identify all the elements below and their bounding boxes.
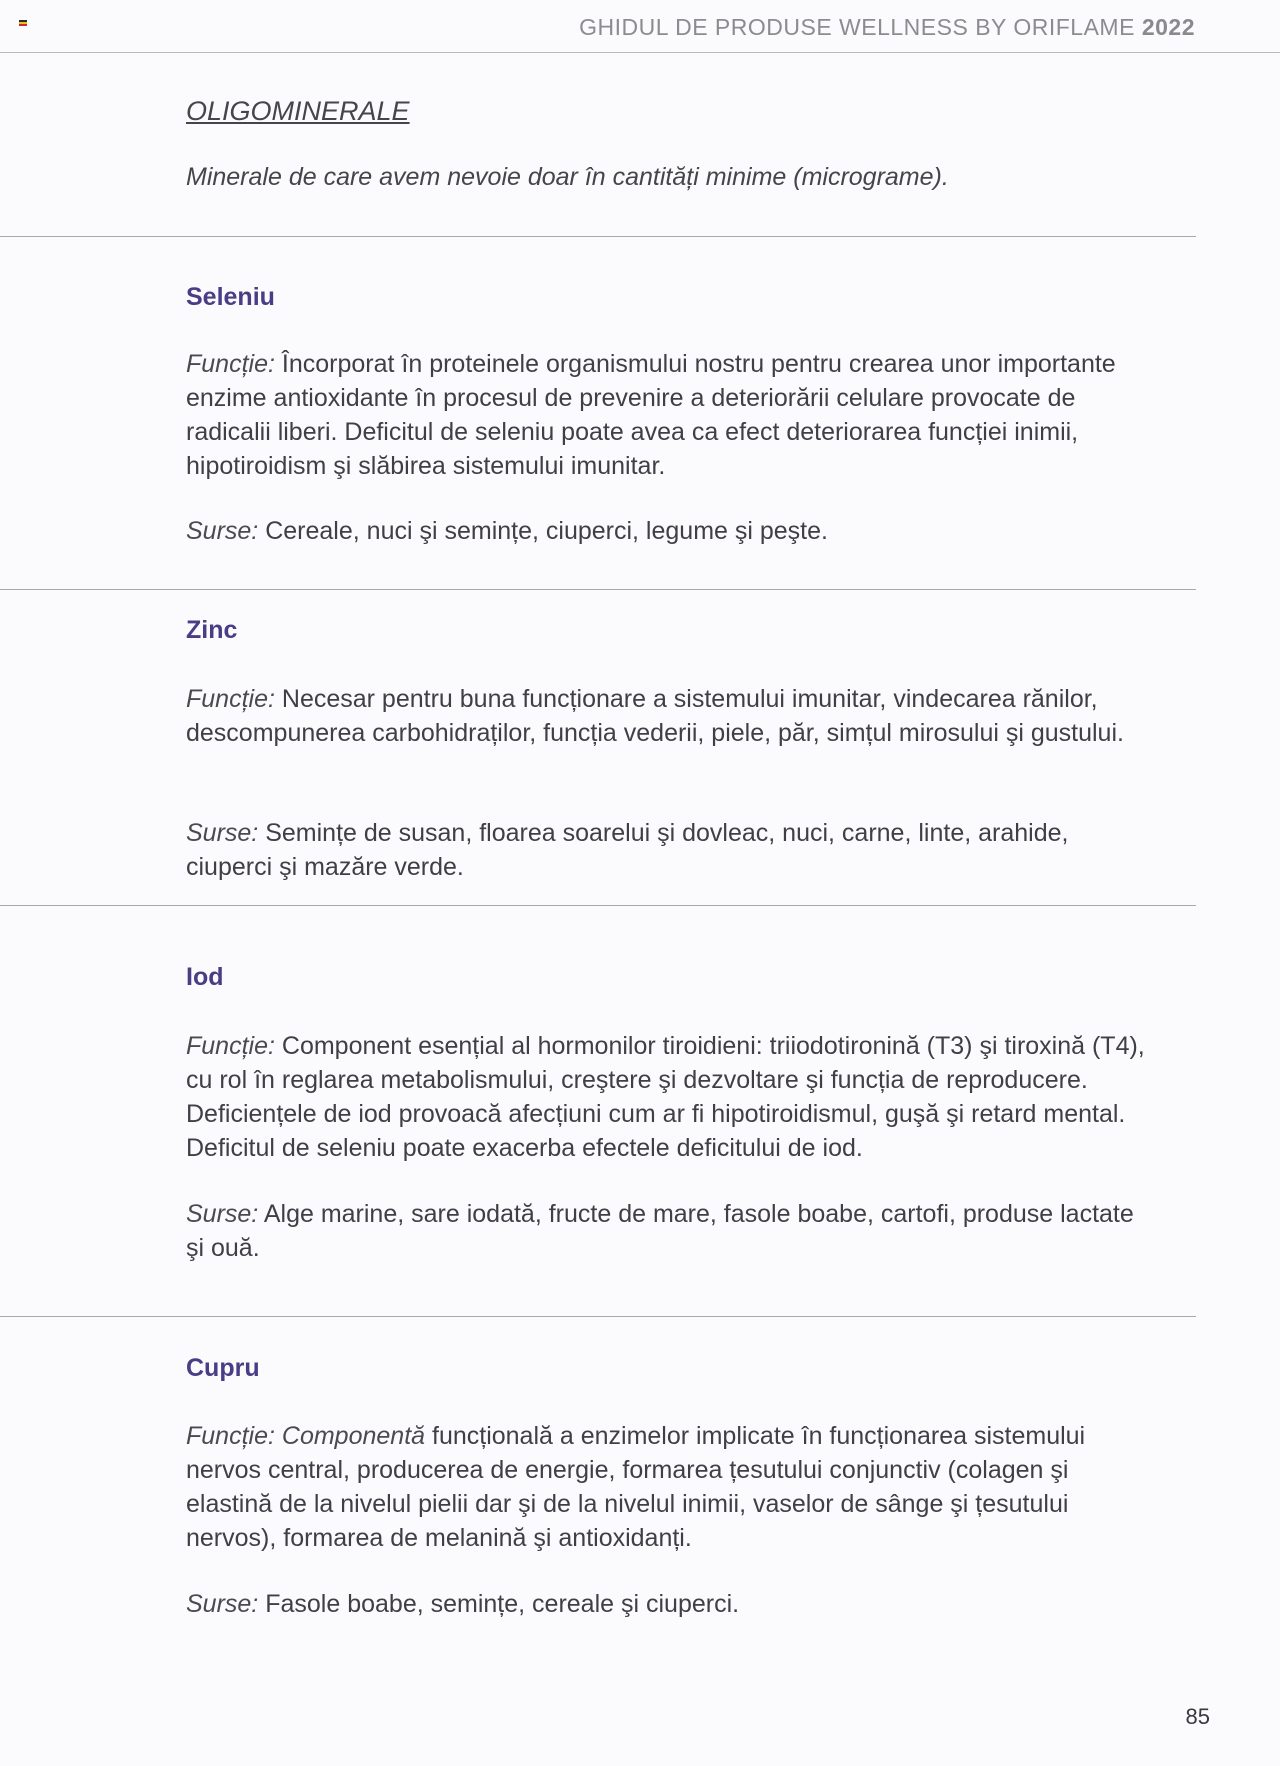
function-label: Funcție:	[186, 1032, 275, 1060]
divider	[0, 236, 1196, 237]
section-title: OLIGOMINERALE	[186, 96, 410, 126]
page-number: 85	[1185, 1704, 1210, 1729]
header-divider	[0, 52, 1280, 53]
header-title	[579, 14, 1195, 41]
sources-text: Cereale, nuci şi semințe, ciuperci, legume şi peşte.	[265, 517, 828, 545]
function-label: Funcție:	[186, 350, 275, 378]
mineral-function-cupru	[186, 1419, 1146, 1555]
mineral-function-zinc	[186, 682, 1146, 750]
function-text: Încorporat în proteinele organismului nostru pentru crearea unor importante enzime antioxidante în procesul de prevenire a deteriorării celulare provocate de radicalii liberi. Deficitul de seleniu poate avea ca efect deteriorarea funcției inimii, hipotiroidism şi slăbirea sistemului imunitar.	[186, 350, 1116, 480]
sources-text: Semințe de susan, floarea soarelui şi dovleac, nuci, carne, linte, arahide, ciuperci şi mazăre verde.	[186, 819, 1069, 881]
divider	[0, 589, 1196, 590]
mineral-name-iod: Iod	[186, 963, 224, 991]
sources-label: Surse:	[186, 517, 259, 545]
divider	[0, 905, 1196, 906]
mineral-sources-iod	[186, 1197, 1146, 1265]
function-text-italic: Componentă	[281, 1422, 426, 1450]
sources-label: Surse:	[186, 1590, 259, 1618]
divider	[0, 1316, 1196, 1317]
function-text: funcțională a enzimelor implicate în funcționarea sistemului nervos central, producerea de energie, formarea țesutului conjunctiv (colagen şi elastină de la nivelul pielii dar şi de la nivelul inimii, vaselor de sânge şi țesutului nervos), formarea de melanină şi antioxidanți.	[186, 1422, 1086, 1552]
function-label: Funcție:	[186, 685, 275, 713]
section-intro: Minerale de care avem nevoie doar în cantități minime (micrograme).	[186, 163, 949, 191]
function-label: Funcție:	[186, 1422, 275, 1450]
sources-label: Surse:	[186, 819, 259, 847]
sources-text: Fasole boabe, semințe, cereale şi ciuperci.	[265, 1590, 740, 1618]
mineral-name-zinc: Zinc	[186, 616, 238, 644]
sources-text: Alge marine, sare iodată, fructe de mare, fasole boabe, cartofi, produse lactate şi ouă.	[186, 1200, 1134, 1262]
header-year: 2022	[1141, 14, 1195, 40]
mineral-sources-zinc	[186, 816, 1146, 884]
function-text: Component esențial al hormonilor tiroidieni: triiodotironină (T3) şi tiroxină (T4), cu rol în reglarea metabolismului, creştere şi dezvoltare şi funcția de reproducere. Deficiențele de iod provoacă afecțiuni cum ar fi hipotiroidismul, guşă şi retard mental. Deficitul de seleniu poate exacerba efectele deficitului de iod.	[186, 1032, 1145, 1162]
mineral-sources-cupru	[186, 1587, 1146, 1621]
function-text: Necesar pentru buna funcționare a sistemului imunitar, vindecarea rănilor, descompunerea carbohidraților, funcția vederii, piele, păr, simțul mirosului şi gustului.	[186, 685, 1124, 747]
flag-icon	[19, 20, 27, 26]
mineral-function-iod	[186, 1029, 1146, 1165]
header-title-text: GHIDUL DE PRODUSE WELLNESS BY ORIFLAME	[579, 14, 1135, 40]
sources-label: Surse:	[186, 1200, 259, 1228]
mineral-name-seleniu: Seleniu	[186, 283, 275, 311]
mineral-sources-seleniu	[186, 514, 1146, 548]
mineral-name-cupru: Cupru	[186, 1354, 260, 1382]
mineral-function-seleniu	[186, 347, 1146, 483]
